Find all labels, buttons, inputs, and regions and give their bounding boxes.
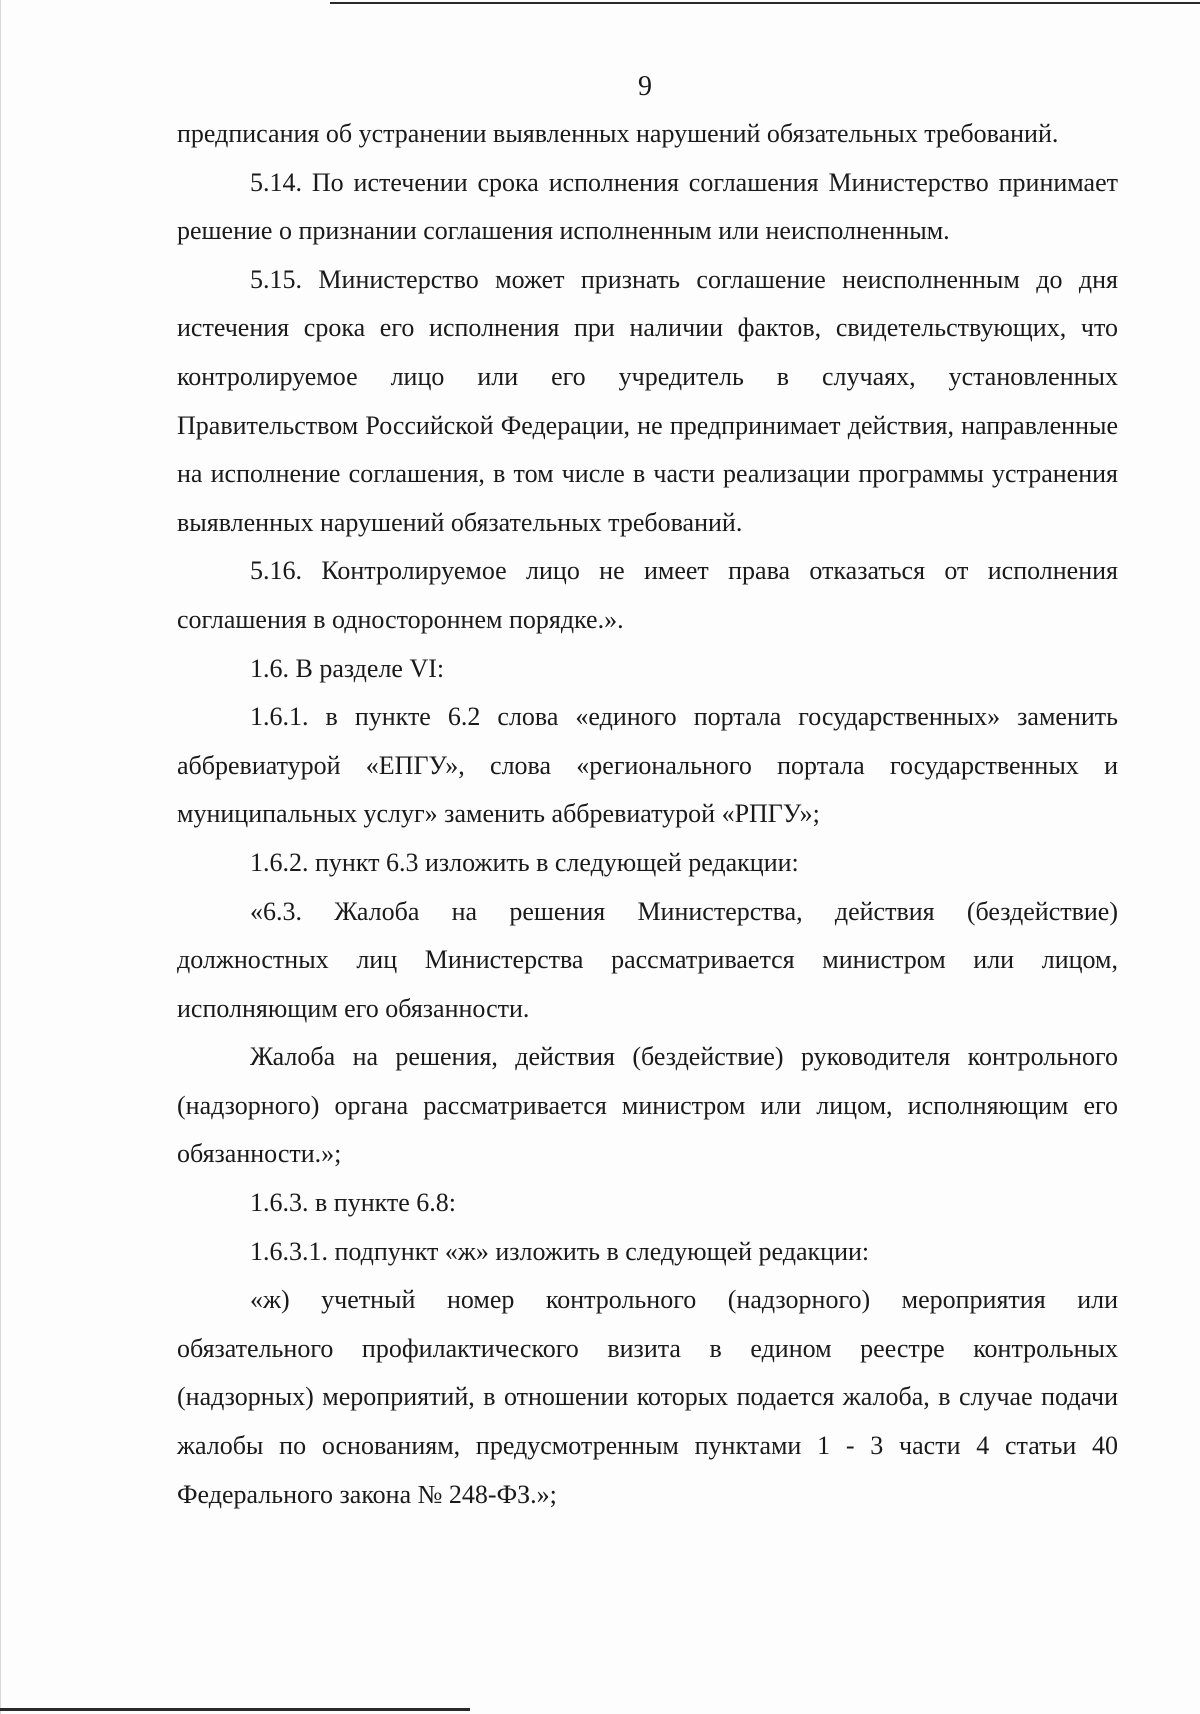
scan-edge	[0, 0, 1, 1714]
paragraph-1-6-3: 1.6.3. в пункте 6.8:	[250, 1188, 457, 1218]
document-body	[177, 110, 1118, 1519]
paragraph-5-14: 5.14. По истечении срока исполнения соглашения Министерство принимает решение о признании соглашения исполненным или неисполненным.	[177, 167, 1118, 246]
paragraph-5-16: 5.16. Контролируемое лицо не имеет права отказаться от исполнения соглашения в одностороннем порядке.».	[177, 556, 1118, 634]
paragraph-1-6-2: 1.6.2. пункт 6.3 изложить в следующей редакции:	[250, 847, 799, 877]
paragraph-1-6-3-1: 1.6.3.1. подпункт «ж» изложить в следующей редакции:	[250, 1236, 870, 1266]
paragraph-continuation: предписания об устранении выявленных нарушений обязательных требований.	[177, 119, 1059, 148]
scan-top-border	[330, 2, 1200, 4]
paragraph-6-3-complaint: Жалоба на решения, действия (бездействие) руководителя контрольного (надзорного) органа рассматривается министром или лицом, исполняющим его обязанности.»;	[177, 1042, 1118, 1169]
paragraph-1-6-1: 1.6.1. в пункте 6.2 слова «единого портала государственных» заменить аббревиатурой «ЕПГУ», слова «регионального портала государственных и муниципальных услуг» заменить аббревиатурой «РПГУ»;	[177, 702, 1118, 829]
page-number: 9	[638, 71, 652, 102]
paragraph-6-3: «6.3. Жалоба на решения Министерства, действия (бездействие) должностных лиц Министерства рассматривается министром или лицом, исполняющим его обязанности.	[177, 896, 1118, 1023]
paragraph-1-6: 1.6. В разделе VI:	[250, 653, 445, 683]
scan-bottom-border	[0, 1708, 470, 1711]
paragraph-subpoint-zh: «ж) учетный номер контрольного (надзорного) мероприятия или обязательного профилактического визита в едином реестре контрольных (надзорных) мероприятий, в отношении которых подается жалоба, в случае подачи жалобы по основаниям, предусмотренным пунктами 1 - 3 части 4 статьи 40 Федерального закона № 248-ФЗ.»;	[177, 1285, 1118, 1509]
paragraph-5-15: 5.15. Министерство может признать соглашение неисполненным до дня истечения срока его исполнения при наличии фактов, свидетельствующих, что контролируемое лицо или его учредитель в случаях, установленных Правительством Российской Федерации, не предпринимает действия, направленные на исполнение соглашения, в том числе в части реализации программы устранения выявленных нарушений обязательных требований.	[177, 264, 1118, 537]
